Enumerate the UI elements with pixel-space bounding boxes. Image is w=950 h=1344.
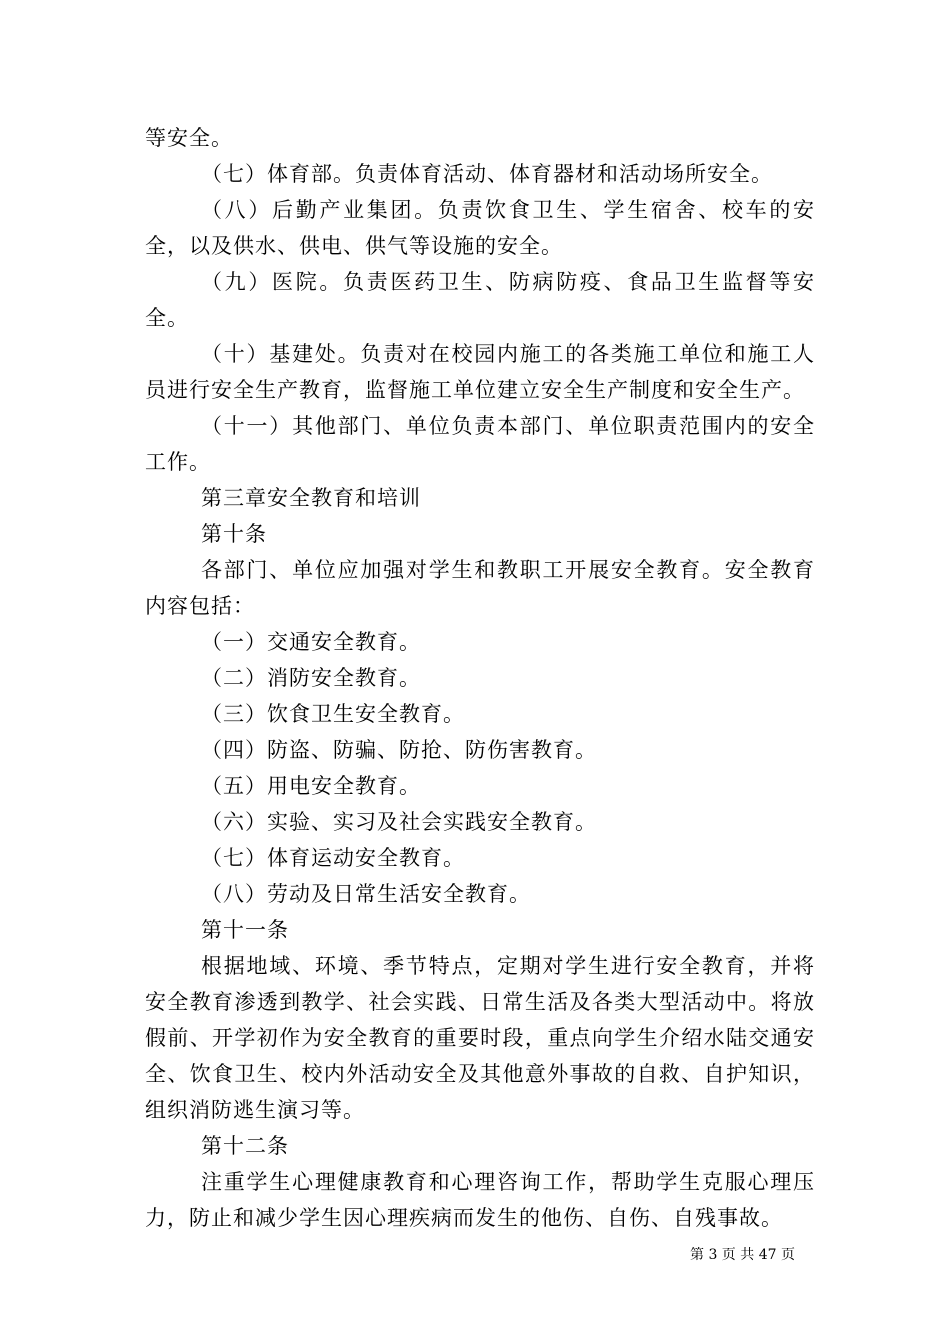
paragraph: （七）体育部。负责体育活动、体育器材和活动场所安全。 <box>201 162 773 186</box>
list-item: （六）实验、实习及社会实践安全教育。 <box>201 810 597 834</box>
paragraph: （八）后勤产业集团。负责饮食卫生、学生宿舍、校车的安全，以及供水、供电、供气等设施的安全。 <box>145 198 815 258</box>
article-heading: 第十条 <box>201 522 267 546</box>
list-item: （五）用电安全教育。 <box>201 774 421 798</box>
list-item: （二）消防安全教育。 <box>201 666 421 690</box>
list-item: （一）交通安全教育。 <box>201 630 421 654</box>
paragraph: （九）医院。负责医药卫生、防病防疫、食品卫生监督等安全。 <box>145 270 815 330</box>
paragraph: 各部门、单位应加强对学生和教职工开展安全教育。安全教育内容包括： <box>145 558 815 618</box>
list-item: （三）饮食卫生安全教育。 <box>201 702 465 726</box>
list-item: （四）防盗、防骗、防抢、防伤害教育。 <box>201 738 597 762</box>
article-heading: 第十一条 <box>201 918 289 942</box>
page-number-footer: 第 3 页 共 47 页 <box>690 1247 795 1263</box>
list-item: （七）体育运动安全教育。 <box>201 846 465 870</box>
paragraph: 根据地域、环境、季节特点，定期对学生进行安全教育，并将安全教育渗透到教学、社会实践、日常生活及各类大型活动中。将放假前、开学初作为安全教育的重要时段，重点向学生介绍水陆交通安全、饮食卫生、校内外活动安全及其他意外事故的自救、自护知识，组织消防逃生演习等。 <box>145 954 815 1122</box>
chapter-heading: 第三章安全教育和培训 <box>201 486 421 510</box>
paragraph: 等安全。 <box>145 126 233 150</box>
paragraph: （十）基建处。负责对在校园内施工的各类施工单位和施工人员进行安全生产教育，监督施工单位建立安全生产制度和安全生产。 <box>145 342 815 402</box>
article-heading: 第十二条 <box>201 1134 289 1158</box>
paragraph: 注重学生心理健康教育和心理咨询工作，帮助学生克服心理压力，防止和减少学生因心理疾病而发生的他伤、自伤、自残事故。 <box>145 1170 815 1230</box>
paragraph: （十一）其他部门、单位负责本部门、单位职责范围内的安全工作。 <box>145 414 815 474</box>
document-body <box>145 120 815 1236</box>
list-item: （八）劳动及日常生活安全教育。 <box>201 882 531 906</box>
